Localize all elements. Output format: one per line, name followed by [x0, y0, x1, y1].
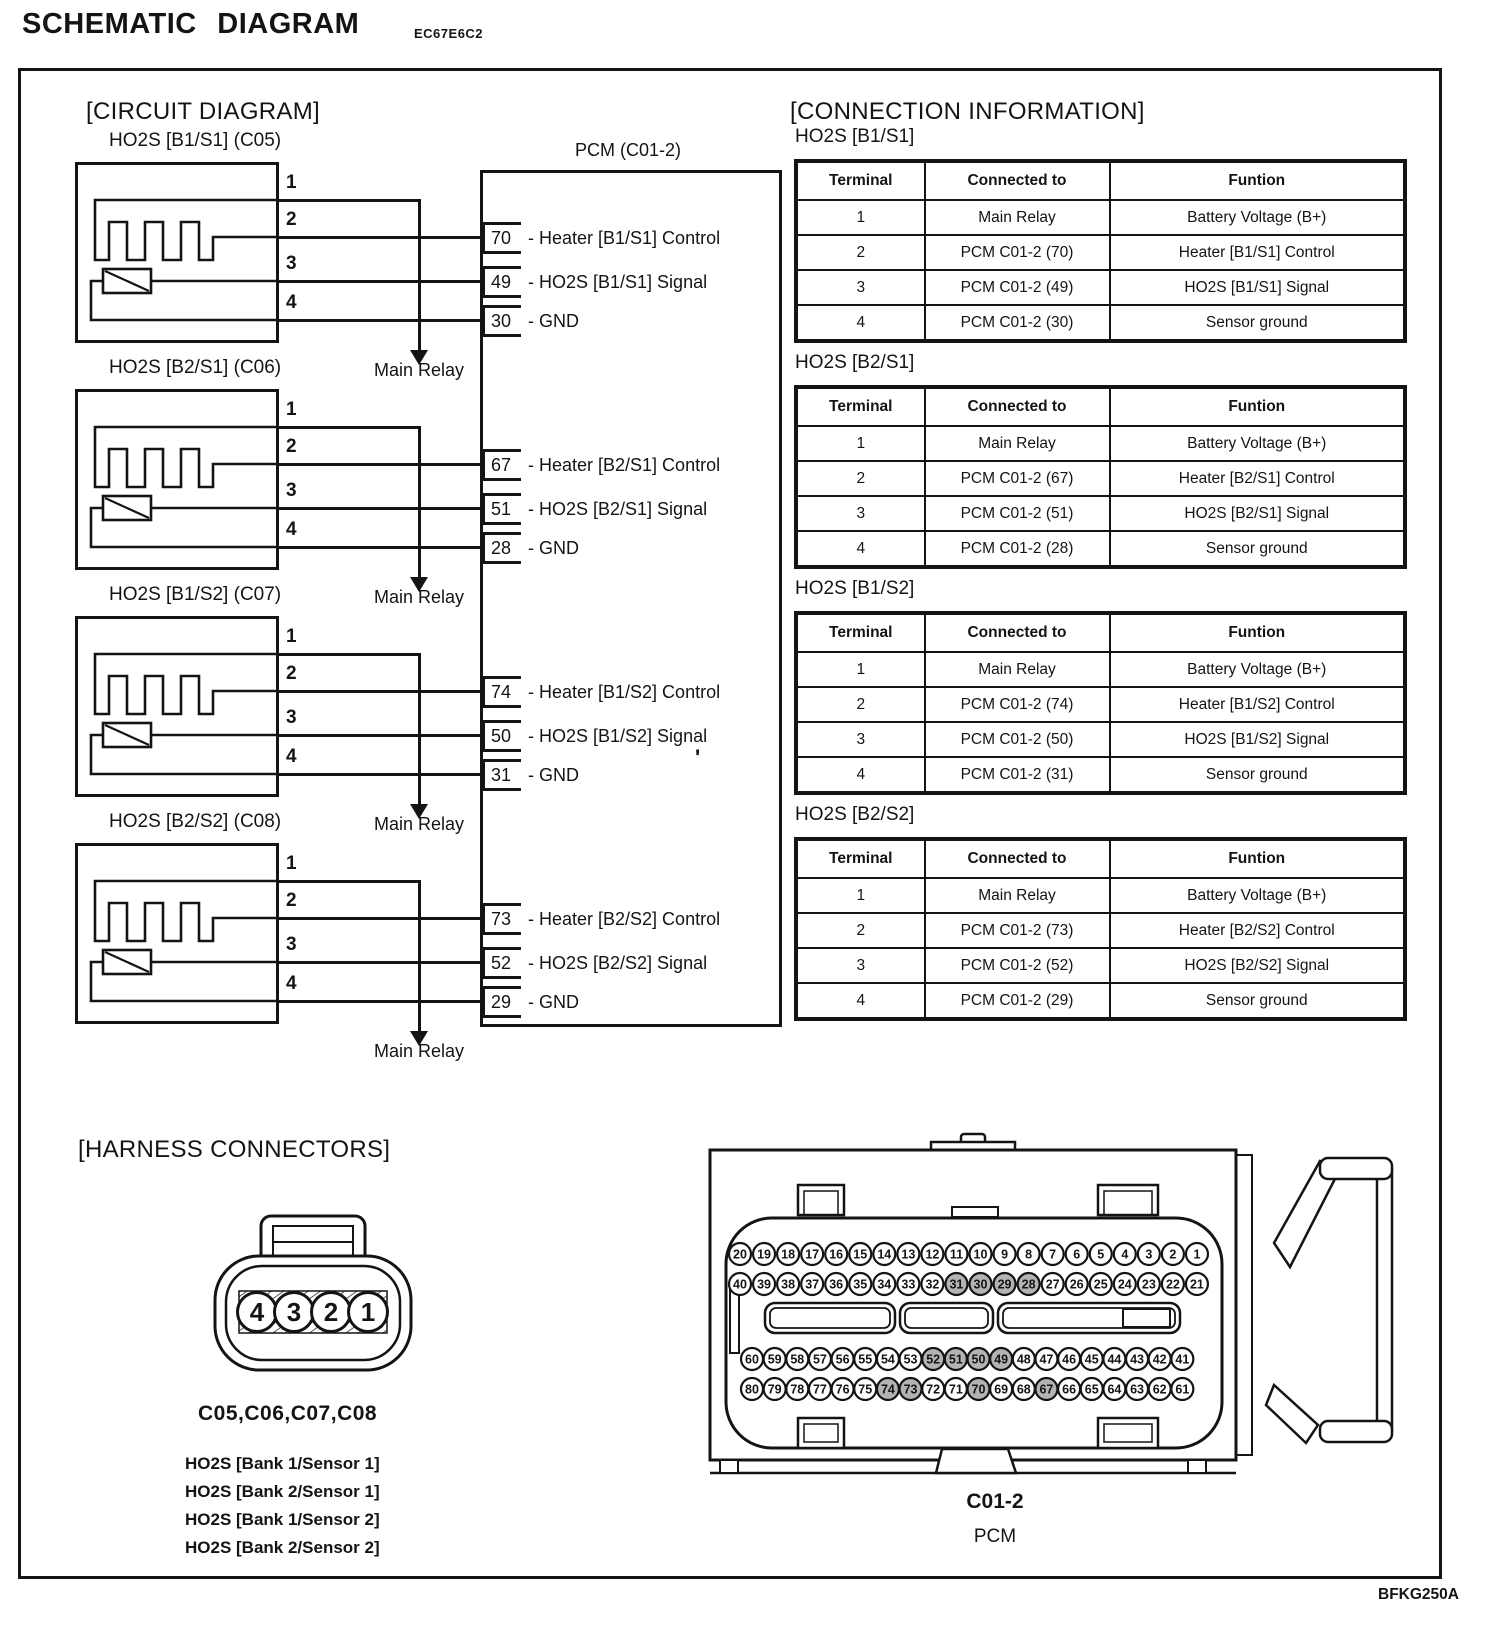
- oxygen-sensor-symbol: [75, 843, 279, 1024]
- terminal-number: 4: [286, 973, 297, 994]
- pcm-box-title: PCM (C01-2): [574, 140, 681, 160]
- terminal-number: 4: [286, 519, 297, 540]
- pcm-pin-row: [482, 529, 579, 567]
- svg-text:34: 34: [877, 1277, 892, 1292]
- terminal-number: 3: [286, 934, 297, 955]
- pin-function-label: - HO2S [B1/S1] Signal: [528, 271, 708, 292]
- table-cell: Main Relay: [925, 652, 1110, 687]
- table-caption: HO2S [B1/S1]: [795, 126, 915, 147]
- table-cell: PCM C01-2 (67): [925, 461, 1110, 496]
- table-cell: PCM C01-2 (52): [925, 948, 1110, 983]
- sensor-label: HO2S [B1/S2] (C07): [109, 584, 282, 605]
- table-cell: Battery Voltage (B+): [1110, 878, 1405, 913]
- terminal-number: 1: [286, 172, 297, 193]
- table-row: [797, 235, 1405, 270]
- table-cell: Main Relay: [925, 878, 1110, 913]
- table-cell: 1: [797, 878, 925, 913]
- pcm-connector-label: C01-2: [966, 1490, 1024, 1513]
- svg-text:36: 36: [829, 1277, 844, 1292]
- sensor-block: [75, 811, 815, 1073]
- svg-text:5: 5: [1097, 1247, 1105, 1262]
- svg-text:60: 60: [745, 1352, 759, 1367]
- svg-text:8: 8: [1025, 1247, 1033, 1262]
- terminal-number: 4: [286, 746, 297, 767]
- connection-table: [795, 838, 1406, 1020]
- svg-text:40: 40: [733, 1277, 747, 1292]
- svg-text:16: 16: [829, 1247, 844, 1262]
- pin-number-bracket: 51: [482, 493, 521, 525]
- svg-text:44: 44: [1107, 1352, 1122, 1367]
- table-caption: HO2S [B2/S1]: [795, 352, 915, 373]
- pcm-pin-row: [482, 944, 707, 982]
- terminal-number: 3: [286, 480, 297, 501]
- table-cell: Main Relay: [925, 426, 1110, 461]
- sensor-block: [75, 584, 815, 846]
- table-cell: Main Relay: [925, 200, 1110, 235]
- svg-text:38: 38: [781, 1277, 796, 1292]
- column-header: Terminal: [797, 840, 925, 879]
- sensor-label: HO2S [B2/S2] (C08): [109, 811, 282, 832]
- lever-handle: [1377, 1169, 1392, 1431]
- wire: [277, 917, 483, 920]
- svg-text:2: 2: [323, 1297, 339, 1327]
- svg-text:46: 46: [1062, 1352, 1077, 1367]
- svg-text:29: 29: [997, 1277, 1012, 1292]
- table-row: [797, 722, 1405, 757]
- table-caption: HO2S [B1/S2]: [795, 578, 915, 599]
- oxygen-sensor-symbol: [75, 389, 279, 570]
- table-cell: 2: [797, 461, 925, 496]
- pin-function-label: - GND: [528, 537, 579, 558]
- wire: [277, 961, 483, 964]
- svg-text:4: 4: [249, 1297, 265, 1327]
- table-row: [797, 652, 1405, 687]
- table-cell: 2: [797, 687, 925, 722]
- svg-text:33: 33: [901, 1277, 916, 1292]
- table-row: [797, 948, 1405, 983]
- pcm-connector-drawing: [690, 1125, 1400, 1475]
- svg-text:20: 20: [733, 1247, 747, 1262]
- pcm-pin-row: [482, 263, 707, 301]
- svg-text:4: 4: [1121, 1247, 1129, 1262]
- svg-text:72: 72: [926, 1382, 941, 1397]
- svg-text:66: 66: [1062, 1382, 1077, 1397]
- svg-text:3: 3: [1145, 1247, 1153, 1262]
- pin-number-bracket: 74: [482, 676, 521, 708]
- harness-connectors-heading: [HARNESS CONNECTORS]: [78, 1136, 391, 1163]
- main-relay-label: Main Relay: [373, 360, 465, 380]
- svg-text:52: 52: [926, 1352, 941, 1367]
- pin-function-label: - HO2S [B2/S1] Signal: [528, 498, 708, 519]
- pcm-connector-sublabel: PCM: [973, 1526, 1017, 1547]
- pcm-pin-row: [482, 490, 707, 528]
- table-cell: Heater [B1/S2] Control: [1110, 687, 1405, 722]
- wire: [277, 734, 483, 737]
- pin-number-bracket: 50: [482, 720, 521, 752]
- table-row: [797, 687, 1405, 722]
- svg-text:2: 2: [1169, 1247, 1177, 1262]
- pin-number-bracket: 31: [482, 759, 521, 791]
- svg-text:17: 17: [805, 1247, 820, 1262]
- column-header: Terminal: [797, 388, 925, 427]
- svg-text:39: 39: [757, 1277, 772, 1292]
- svg-text:64: 64: [1107, 1382, 1122, 1397]
- svg-text:59: 59: [767, 1352, 782, 1367]
- table-cell: HO2S [B1/S2] Signal: [1110, 722, 1405, 757]
- terminal-number: 3: [286, 253, 297, 274]
- table-cell: PCM C01-2 (31): [925, 757, 1110, 793]
- pcm-pin-row: [482, 673, 720, 711]
- svg-text:30: 30: [973, 1277, 988, 1292]
- terminal-number: 2: [286, 663, 297, 684]
- wire: [277, 319, 483, 322]
- main-relay-label: Main Relay: [373, 587, 465, 607]
- main-relay-label: Main Relay: [373, 1041, 465, 1061]
- svg-text:27: 27: [1045, 1277, 1060, 1292]
- wire: [277, 1000, 483, 1003]
- table-cell: PCM C01-2 (49): [925, 270, 1110, 305]
- svg-text:10: 10: [973, 1247, 988, 1262]
- table-row: [797, 757, 1405, 793]
- figure-code: BFKG250A: [1378, 1586, 1459, 1603]
- pcm-pin-row: [482, 302, 579, 340]
- main-relay-wire: [418, 200, 421, 350]
- table-cell: HO2S [B1/S1] Signal: [1110, 270, 1405, 305]
- svg-text:12: 12: [925, 1247, 940, 1262]
- table-caption: HO2S [B2/S2]: [795, 804, 915, 825]
- wire: [277, 653, 421, 656]
- svg-text:25: 25: [1093, 1277, 1108, 1292]
- table-cell: Heater [B2/S2] Control: [1110, 913, 1405, 948]
- svg-text:13: 13: [901, 1247, 916, 1262]
- connection-table: [795, 160, 1406, 342]
- table-row: [797, 878, 1405, 913]
- table-cell: 3: [797, 722, 925, 757]
- main-relay-wire: [418, 427, 421, 577]
- wire: [277, 690, 483, 693]
- svg-text:1: 1: [1193, 1247, 1201, 1262]
- wire: [277, 507, 483, 510]
- terminal-number: 1: [286, 399, 297, 420]
- terminal-number: 4: [286, 292, 297, 313]
- table-cell: Heater [B1/S1] Control: [1110, 235, 1405, 270]
- wire: [277, 463, 483, 466]
- bottom-foot: [936, 1449, 1016, 1473]
- svg-text:65: 65: [1084, 1382, 1099, 1397]
- table-cell: PCM C01-2 (28): [925, 531, 1110, 567]
- wire: [277, 773, 483, 776]
- column-header: Funtion: [1110, 614, 1405, 653]
- svg-text:31: 31: [949, 1277, 964, 1292]
- table-cell: 3: [797, 948, 925, 983]
- table-cell: PCM C01-2 (74): [925, 687, 1110, 722]
- svg-text:54: 54: [880, 1352, 895, 1367]
- table-cell: 2: [797, 235, 925, 270]
- svg-text:68: 68: [1016, 1382, 1031, 1397]
- svg-text:23: 23: [1141, 1277, 1156, 1292]
- svg-text:74: 74: [880, 1382, 895, 1397]
- pin-function-label: - GND: [528, 764, 579, 785]
- table-cell: 3: [797, 496, 925, 531]
- svg-text:76: 76: [835, 1382, 850, 1397]
- column-header: Funtion: [1110, 840, 1405, 879]
- table-cell: 4: [797, 757, 925, 793]
- main-relay-wire: [418, 654, 421, 804]
- svg-text:67: 67: [1039, 1382, 1054, 1397]
- column-header: Connected to: [925, 614, 1110, 653]
- harness-list-item: HO2S [Bank 2/Sensor 2]: [185, 1538, 380, 1557]
- connection-table: [795, 612, 1406, 794]
- svg-text:28: 28: [1021, 1277, 1036, 1292]
- svg-text:78: 78: [790, 1382, 805, 1397]
- svg-text:26: 26: [1069, 1277, 1084, 1292]
- table-cell: 4: [797, 531, 925, 567]
- harness-connector-list: [185, 1450, 380, 1562]
- pcm-pin-row: [482, 446, 720, 484]
- table-row: [797, 496, 1405, 531]
- column-header: Terminal: [797, 614, 925, 653]
- svg-text:41: 41: [1175, 1352, 1190, 1367]
- svg-text:80: 80: [745, 1382, 759, 1397]
- column-header: Connected to: [925, 162, 1110, 201]
- table-cell: 1: [797, 200, 925, 235]
- pin-number-bracket: 52: [482, 947, 521, 979]
- svg-text:73: 73: [903, 1382, 918, 1397]
- sensor-label: HO2S [B1/S1] (C05): [109, 130, 282, 151]
- table-row: [797, 461, 1405, 496]
- table-cell: 1: [797, 652, 925, 687]
- page-title: SCHEMATIC DIAGRAM: [22, 8, 360, 40]
- pcm-pin-row: [482, 717, 707, 755]
- svg-text:45: 45: [1084, 1352, 1099, 1367]
- pin-number-bracket: 67: [482, 449, 521, 481]
- wire: [277, 880, 421, 883]
- connection-table: [795, 386, 1406, 568]
- main-relay-wire: [418, 881, 421, 1031]
- table-cell: Battery Voltage (B+): [1110, 652, 1405, 687]
- svg-text:69: 69: [994, 1382, 1009, 1397]
- harness-connector-drawing: [213, 1212, 413, 1374]
- scan-artifact-mark: ': [695, 745, 701, 770]
- heater-element-symbol: [95, 654, 278, 714]
- harness-list-item: HO2S [Bank 2/Sensor 1]: [185, 1482, 380, 1501]
- pin-number-bracket: 30: [482, 305, 521, 337]
- svg-text:43: 43: [1130, 1352, 1145, 1367]
- svg-text:42: 42: [1152, 1352, 1167, 1367]
- svg-text:47: 47: [1039, 1352, 1054, 1367]
- svg-text:48: 48: [1016, 1352, 1031, 1367]
- column-header: Funtion: [1110, 162, 1405, 201]
- table-cell: 4: [797, 983, 925, 1019]
- pin-function-label: - Heater [B2/S2] Control: [528, 908, 721, 929]
- circuit-diagram-heading: [CIRCUIT DIAGRAM]: [86, 98, 321, 125]
- svg-text:18: 18: [781, 1247, 796, 1262]
- wire: [277, 236, 483, 239]
- table-row: [797, 305, 1405, 341]
- svg-text:21: 21: [1189, 1277, 1204, 1292]
- table-cell: Sensor ground: [1110, 757, 1405, 793]
- harness-list-item: HO2S [Bank 1/Sensor 2]: [185, 1510, 380, 1529]
- svg-text:7: 7: [1049, 1247, 1057, 1262]
- svg-text:32: 32: [925, 1277, 940, 1292]
- table-cell: PCM C01-2 (50): [925, 722, 1110, 757]
- table-cell: PCM C01-2 (30): [925, 305, 1110, 341]
- pin-function-label: - Heater [B1/S2] Control: [528, 681, 721, 702]
- svg-text:57: 57: [812, 1352, 827, 1367]
- terminal-number: 2: [286, 436, 297, 457]
- table-cell: PCM C01-2 (51): [925, 496, 1110, 531]
- svg-text:53: 53: [903, 1352, 918, 1367]
- table-cell: PCM C01-2 (73): [925, 913, 1110, 948]
- table-cell: Sensor ground: [1110, 983, 1405, 1019]
- svg-text:1: 1: [360, 1297, 376, 1327]
- table-cell: HO2S [B2/S1] Signal: [1110, 496, 1405, 531]
- svg-text:79: 79: [767, 1382, 782, 1397]
- sensor-block: [75, 130, 815, 392]
- pin-number-bracket: 28: [482, 532, 521, 564]
- table-cell: Battery Voltage (B+): [1110, 426, 1405, 461]
- svg-text:70: 70: [971, 1382, 986, 1397]
- heater-element-symbol: [95, 881, 278, 941]
- oxygen-sensor-symbol: [75, 162, 279, 343]
- pin-function-label: - GND: [528, 991, 579, 1012]
- svg-text:19: 19: [757, 1247, 772, 1262]
- terminal-number: 2: [286, 209, 297, 230]
- wire: [277, 280, 483, 283]
- table-cell: PCM C01-2 (29): [925, 983, 1110, 1019]
- svg-text:24: 24: [1117, 1277, 1132, 1292]
- terminal-number: 2: [286, 890, 297, 911]
- harness-connector-caption: C05,C06,C07,C08: [198, 1402, 378, 1425]
- table-cell: 3: [797, 270, 925, 305]
- table-cell: Heater [B2/S1] Control: [1110, 461, 1405, 496]
- table-cell: PCM C01-2 (70): [925, 235, 1110, 270]
- table-cell: HO2S [B2/S2] Signal: [1110, 948, 1405, 983]
- oxygen-sensor-symbol: [75, 616, 279, 797]
- svg-text:56: 56: [835, 1352, 850, 1367]
- wire: [277, 199, 421, 202]
- harness-list-item: HO2S [Bank 1/Sensor 1]: [185, 1454, 380, 1473]
- pcm-pin-row: [482, 756, 579, 794]
- table-row: [797, 426, 1405, 461]
- svg-text:77: 77: [812, 1382, 827, 1397]
- svg-text:71: 71: [948, 1382, 963, 1397]
- table-row: [797, 270, 1405, 305]
- column-header: Connected to: [925, 388, 1110, 427]
- svg-text:3: 3: [286, 1297, 302, 1327]
- heater-element-symbol: [95, 200, 278, 260]
- pin-function-label: - Heater [B2/S1] Control: [528, 454, 721, 475]
- table-cell: Battery Voltage (B+): [1110, 200, 1405, 235]
- page-code: EC67E6C2: [414, 26, 484, 41]
- svg-text:49: 49: [994, 1352, 1009, 1367]
- table-cell: Sensor ground: [1110, 531, 1405, 567]
- column-header: Funtion: [1110, 388, 1405, 427]
- terminal-number: 1: [286, 626, 297, 647]
- main-relay-label: Main Relay: [373, 814, 465, 834]
- svg-text:63: 63: [1130, 1382, 1145, 1397]
- svg-text:9: 9: [1001, 1247, 1009, 1262]
- pin-number-bracket: 70: [482, 222, 521, 254]
- table-cell: 4: [797, 305, 925, 341]
- heater-element-symbol: [95, 427, 278, 487]
- svg-text:6: 6: [1073, 1247, 1081, 1262]
- terminal-number: 3: [286, 707, 297, 728]
- pcm-pin-row: [482, 219, 720, 257]
- table-row: [797, 913, 1405, 948]
- column-header: Terminal: [797, 162, 925, 201]
- svg-text:61: 61: [1175, 1382, 1190, 1397]
- pin-function-label: - GND: [528, 310, 579, 331]
- svg-text:58: 58: [790, 1352, 805, 1367]
- pin-number-bracket: 49: [482, 266, 521, 298]
- svg-text:22: 22: [1165, 1277, 1180, 1292]
- connection-information-heading: [CONNECTION INFORMATION]: [790, 98, 1145, 125]
- sensor-label: HO2S [B2/S1] (C06): [109, 357, 282, 378]
- sensor-block: [75, 357, 815, 619]
- wire: [277, 426, 421, 429]
- svg-text:50: 50: [971, 1352, 986, 1367]
- svg-text:37: 37: [805, 1277, 820, 1292]
- table-cell: Sensor ground: [1110, 305, 1405, 341]
- svg-text:75: 75: [858, 1382, 873, 1397]
- pcm-pin-row: [482, 900, 720, 938]
- pin-function-label: - Heater [B1/S1] Control: [528, 227, 721, 248]
- table-cell: 2: [797, 913, 925, 948]
- table-row: [797, 983, 1405, 1019]
- pin-number-bracket: 73: [482, 903, 521, 935]
- pcm-pin-row: [482, 983, 579, 1021]
- svg-text:62: 62: [1152, 1382, 1167, 1397]
- table-row: [797, 200, 1405, 235]
- wire: [277, 546, 483, 549]
- table-cell: 1: [797, 426, 925, 461]
- svg-text:55: 55: [858, 1352, 873, 1367]
- svg-text:35: 35: [853, 1277, 868, 1292]
- column-header: Connected to: [925, 840, 1110, 879]
- table-row: [797, 531, 1405, 567]
- lever-lower-arm: [1266, 1385, 1318, 1443]
- svg-text:51: 51: [948, 1352, 963, 1367]
- terminal-number: 1: [286, 853, 297, 874]
- pin-function-label: - HO2S [B2/S2] Signal: [528, 952, 708, 973]
- pin-function-label: - HO2S [B1/S2] Signal: [528, 725, 708, 746]
- pin-number-bracket: 29: [482, 986, 521, 1018]
- svg-text:11: 11: [949, 1247, 964, 1262]
- svg-text:14: 14: [877, 1247, 892, 1262]
- svg-text:15: 15: [853, 1247, 868, 1262]
